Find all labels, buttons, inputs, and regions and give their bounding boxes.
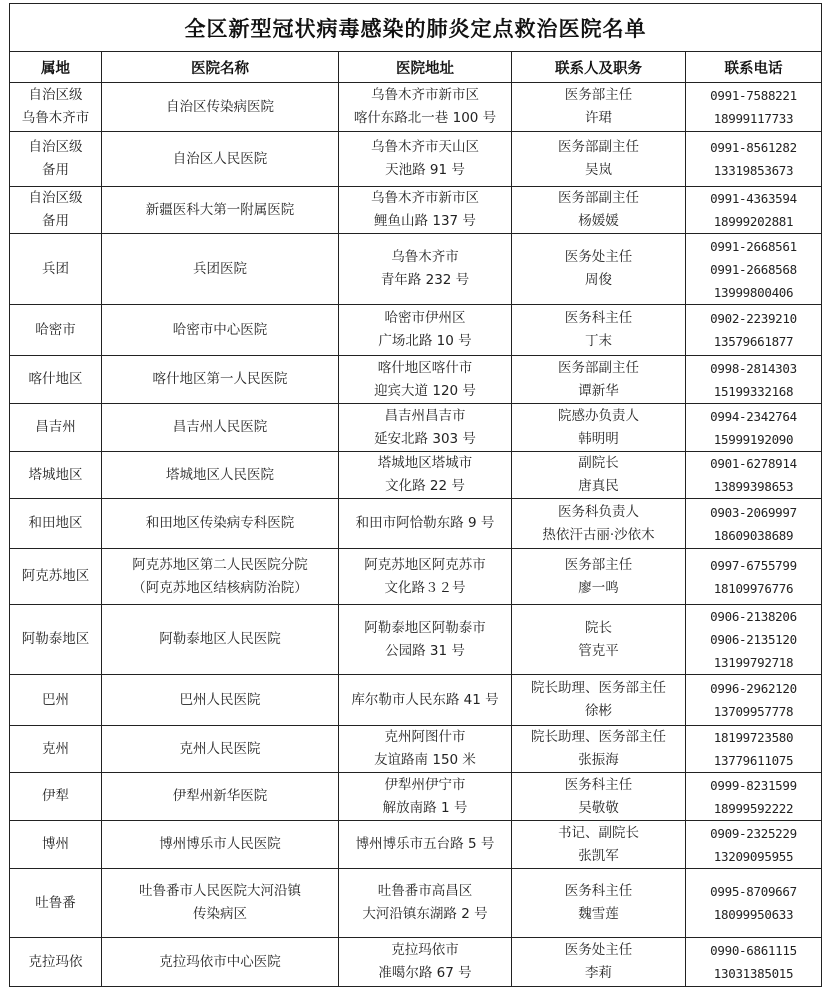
cell-contact-line: 医务部主任 xyxy=(564,556,633,573)
cell-region-line: 乌鲁木齐市 xyxy=(21,110,90,126)
cell-address-line: 鲤鱼山路 137 号 xyxy=(374,213,476,229)
cell-region-line: 博州 xyxy=(42,836,69,852)
cell-region-line: 阿勒泰地区 xyxy=(21,631,90,647)
cell-hospital-name xyxy=(102,132,339,187)
cell-phone xyxy=(686,773,822,821)
cell-phone xyxy=(686,452,822,499)
cell-region xyxy=(10,675,102,726)
cell-address xyxy=(339,675,512,726)
cell-hospital-name xyxy=(102,404,339,452)
cell-address-line: 喀什东路北一巷 100 号 xyxy=(353,110,497,126)
cell-phone-line: 0903-2069997 xyxy=(710,504,797,520)
cell-hospital-name xyxy=(102,356,339,404)
cell-contact-line: 医务科负责人 xyxy=(558,503,639,520)
cell-region-line: 伊犁 xyxy=(42,788,69,804)
cell-region xyxy=(10,549,102,605)
cell-contact-line: 许珺 xyxy=(585,110,612,126)
cell-contact-line: 丁末 xyxy=(585,333,612,349)
cell-region-line: 兵团 xyxy=(42,260,69,277)
cell-contact-line: 韩明明 xyxy=(578,430,619,447)
cell-region-line: 喀什地区 xyxy=(28,371,83,387)
cell-phone xyxy=(686,549,822,605)
cell-phone-line: 0902-2239210 xyxy=(710,311,797,326)
cell-address xyxy=(339,356,512,404)
cell-phone xyxy=(686,675,822,726)
cell-phone-line: 0997-6755799 xyxy=(710,557,797,573)
cell-contact-line: 院长助理、医务部主任 xyxy=(531,729,666,745)
table-row xyxy=(10,773,822,821)
cell-phone-line: 18999202881 xyxy=(713,214,794,229)
table-row xyxy=(10,452,822,499)
cell-contact xyxy=(512,726,686,773)
cell-phone-line: 13899398653 xyxy=(713,479,794,494)
cell-contact-line: 医务部副主任 xyxy=(558,190,639,206)
cell-phone xyxy=(686,83,822,132)
table-row xyxy=(10,938,822,987)
table-row xyxy=(10,83,822,132)
cell-hospital-name xyxy=(102,821,339,869)
cell-hospital-name xyxy=(102,452,339,499)
cell-phone-line: 18609038689 xyxy=(713,527,794,543)
cell-contact-line: 院感办负责人 xyxy=(558,407,639,424)
cell-contact xyxy=(512,869,686,938)
cell-phone xyxy=(686,605,822,675)
cell-region xyxy=(10,605,102,675)
cell-region-line: 自治区级 xyxy=(28,87,83,103)
table-row xyxy=(10,234,822,305)
cell-phone xyxy=(686,938,822,987)
cell-contact-line: 院长助理、医务部主任 xyxy=(531,680,666,696)
cell-region-line: 备用 xyxy=(42,213,69,229)
cell-hospital-name-line: 新疆医科大第一附属医院 xyxy=(145,201,295,218)
cell-contact xyxy=(512,132,686,187)
cell-contact xyxy=(512,773,686,821)
cell-region-line: 哈密市 xyxy=(35,321,76,338)
cell-contact xyxy=(512,499,686,549)
cell-region xyxy=(10,132,102,187)
cell-phone-line: 0991-2668561 xyxy=(710,238,797,254)
cell-region xyxy=(10,187,102,234)
cell-region xyxy=(10,234,102,305)
cell-address-line: 文化路３２号 xyxy=(384,579,466,596)
cell-hospital-name-line: 喀什地区第一人民医院 xyxy=(152,371,288,387)
cell-address-line: 和田市阿恰勒东路 9 号 xyxy=(355,515,495,531)
table-row xyxy=(10,821,822,869)
cell-hospital-name-line: 博州博乐市人民医院 xyxy=(159,836,281,852)
cell-hospital-name xyxy=(102,773,339,821)
cell-address xyxy=(339,499,512,549)
cell-contact xyxy=(512,938,686,987)
cell-address xyxy=(339,773,512,821)
cell-address-line: 哈密市伊州区 xyxy=(384,310,466,326)
cell-address-line: 阿勒泰地区阿勒泰市 xyxy=(364,619,486,636)
cell-contact-line: 管克平 xyxy=(578,642,619,659)
cell-address-line: 文化路 22 号 xyxy=(385,478,465,494)
column-header-region: 属地 xyxy=(10,52,102,83)
cell-contact xyxy=(512,452,686,499)
cell-phone-line: 13031385015 xyxy=(713,966,794,981)
cell-contact-line: 吴岚 xyxy=(585,162,612,178)
cell-region xyxy=(10,356,102,404)
cell-contact-line: 医务处主任 xyxy=(564,249,633,265)
cell-phone xyxy=(686,726,822,773)
cell-phone-line: 0990-6861115 xyxy=(710,943,797,958)
cell-hospital-name-line: 兵团医院 xyxy=(193,260,247,277)
table-row xyxy=(10,305,822,356)
cell-phone-line: 18109976776 xyxy=(713,580,794,596)
cell-contact-line: 廖一鸣 xyxy=(578,579,619,596)
cell-phone-line: 0991-2668568 xyxy=(710,261,797,277)
cell-phone-line: 0991-8561282 xyxy=(710,140,797,155)
cell-phone-line: 13199792718 xyxy=(713,655,794,670)
cell-region-line: 自治区级 xyxy=(28,190,83,206)
cell-contact-line: 医务科主任 xyxy=(564,310,633,326)
cell-phone-line: 18099950633 xyxy=(713,907,794,922)
cell-address-line: 乌鲁木齐市新市区 xyxy=(371,87,479,103)
cell-region-line: 克州 xyxy=(42,740,69,757)
cell-contact-line: 徐彬 xyxy=(585,703,612,719)
cell-region-line: 自治区级 xyxy=(28,139,83,155)
cell-address-line: 克拉玛依市 xyxy=(391,942,459,958)
cell-hospital-name-line: 阿克苏地区第二人民医院分院 xyxy=(132,556,308,573)
column-header-address: 医院地址 xyxy=(339,52,512,83)
cell-contact-line: 书记、副院长 xyxy=(558,824,639,841)
cell-hospital-name-line: 伊犁州新华医院 xyxy=(172,788,268,804)
cell-region xyxy=(10,726,102,773)
cell-phone-line: 0906-2138206 xyxy=(710,609,797,624)
cell-address-line: 库尔勒市人民东路 41 号 xyxy=(351,691,499,708)
cell-phone xyxy=(686,404,822,452)
cell-hospital-name xyxy=(102,938,339,987)
cell-region-line: 巴州 xyxy=(42,691,69,708)
cell-phone-line: 0991-4363594 xyxy=(710,191,797,206)
cell-hospital-name-line: （阿克苏地区结核病防治院） xyxy=(132,579,308,596)
cell-hospital-name-line: 吐鲁番市人民医院大河沿镇 xyxy=(139,883,301,899)
cell-contact-line: 热依汗古丽·沙依木 xyxy=(542,526,655,543)
hospital-table xyxy=(9,3,822,987)
cell-contact xyxy=(512,83,686,132)
cell-hospital-name xyxy=(102,605,339,675)
cell-contact-line: 张凯军 xyxy=(578,847,619,864)
cell-contact xyxy=(512,404,686,452)
cell-address xyxy=(339,821,512,869)
cell-address xyxy=(339,452,512,499)
cell-address xyxy=(339,305,512,356)
cell-phone-line: 13999800406 xyxy=(713,284,794,300)
cell-contact-line: 杨媛媛 xyxy=(578,213,619,229)
cell-contact-line: 医务部主任 xyxy=(564,87,633,103)
cell-contact xyxy=(512,356,686,404)
cell-address-line: 塔城地区塔城市 xyxy=(377,455,473,471)
cell-region xyxy=(10,404,102,452)
cell-hospital-name-line: 克拉玛依市中心医院 xyxy=(159,953,281,970)
cell-address xyxy=(339,605,512,675)
cell-address-line: 友谊路南 150 米 xyxy=(374,752,476,768)
cell-contact-line: 张振海 xyxy=(578,752,619,768)
table-row xyxy=(10,404,822,452)
cell-address-line: 迎宾大道 120 号 xyxy=(374,382,476,399)
table-row xyxy=(10,869,822,938)
cell-contact xyxy=(512,821,686,869)
cell-hospital-name-line: 克州人民医院 xyxy=(179,740,261,757)
cell-address xyxy=(339,132,512,187)
table-body xyxy=(10,83,822,987)
cell-region-line: 和田地区 xyxy=(28,515,83,531)
cell-region-line: 塔城地区 xyxy=(28,466,83,483)
cell-hospital-name xyxy=(102,187,339,234)
cell-hospital-name-line: 巴州人民医院 xyxy=(179,691,261,708)
cell-hospital-name-line: 阿勒泰地区人民医院 xyxy=(159,631,281,647)
cell-address-line: 乌鲁木齐市 xyxy=(391,249,459,265)
cell-phone-line: 0906-2135120 xyxy=(710,632,797,647)
table-row xyxy=(10,132,822,187)
cell-address xyxy=(339,869,512,938)
cell-contact-line: 医务科主任 xyxy=(564,883,633,899)
cell-phone xyxy=(686,305,822,356)
cell-region xyxy=(10,305,102,356)
cell-address-line: 吐鲁番市高昌区 xyxy=(377,883,473,899)
cell-address xyxy=(339,404,512,452)
cell-region-line: 备用 xyxy=(42,162,69,178)
cell-address xyxy=(339,549,512,605)
cell-address-line: 克州阿图什市 xyxy=(384,729,466,745)
cell-region xyxy=(10,773,102,821)
cell-contact-line: 李莉 xyxy=(585,965,612,981)
cell-contact-line: 唐真民 xyxy=(578,478,619,494)
cell-contact xyxy=(512,234,686,305)
cell-address-line: 昌吉州昌吉市 xyxy=(384,407,466,424)
cell-phone xyxy=(686,132,822,187)
cell-hospital-name xyxy=(102,234,339,305)
cell-phone-line: 0999-8231599 xyxy=(710,777,797,793)
cell-contact-line: 医务处主任 xyxy=(564,942,633,958)
cell-phone xyxy=(686,869,822,938)
cell-phone-line: 0991-7588221 xyxy=(710,88,797,103)
cell-hospital-name-line: 自治区人民医院 xyxy=(172,150,268,167)
column-header-hospital-name: 医院名称 xyxy=(102,52,339,83)
cell-region xyxy=(10,83,102,132)
cell-phone-line: 13209095955 xyxy=(713,848,794,864)
cell-phone xyxy=(686,499,822,549)
cell-address-line: 青年路 232 号 xyxy=(380,272,470,288)
cell-contact xyxy=(512,305,686,356)
cell-address-line: 喀什地区喀什市 xyxy=(377,359,473,376)
cell-phone-line: 15999192090 xyxy=(713,431,794,447)
cell-hospital-name-line: 和田地区传染病专科医院 xyxy=(145,515,295,531)
cell-phone-line: 0994-2342764 xyxy=(710,408,797,424)
cell-hospital-name xyxy=(102,726,339,773)
table-title: 全区新型冠状病毒感染的肺炎定点救治医院名单 xyxy=(10,4,822,52)
table-row xyxy=(10,499,822,549)
cell-phone-line: 18199723580 xyxy=(713,730,794,745)
cell-region xyxy=(10,821,102,869)
cell-region-line: 昌吉州 xyxy=(35,419,76,435)
cell-hospital-name xyxy=(102,549,339,605)
cell-phone-line: 13319853673 xyxy=(713,163,794,178)
cell-contact-line: 医务部副主任 xyxy=(558,139,639,155)
cell-phone xyxy=(686,356,822,404)
cell-phone-line: 0996-2962120 xyxy=(710,681,797,696)
cell-region xyxy=(10,452,102,499)
cell-address xyxy=(339,187,512,234)
cell-address-line: 天池路 91 号 xyxy=(385,162,465,178)
cell-contact-line: 副院长 xyxy=(578,455,619,471)
cell-hospital-name xyxy=(102,675,339,726)
cell-phone-line: 13779611075 xyxy=(713,753,794,768)
cell-address xyxy=(339,83,512,132)
cell-phone-line: 0998-2814303 xyxy=(710,360,797,376)
cell-hospital-name-line: 塔城地区人民医院 xyxy=(166,466,274,483)
cell-address-line: 伊犁州伊宁市 xyxy=(384,776,466,793)
cell-region xyxy=(10,869,102,938)
cell-address-line: 公园路 31 号 xyxy=(385,642,465,659)
cell-hospital-name xyxy=(102,83,339,132)
cell-contact-line: 院长 xyxy=(585,619,612,636)
cell-address-line: 准噶尔路 67 号 xyxy=(378,965,472,981)
table-row xyxy=(10,356,822,404)
cell-phone-line: 0909-2325229 xyxy=(710,825,797,841)
cell-contact-line: 周俊 xyxy=(585,272,612,288)
cell-contact-line: 医务部副主任 xyxy=(558,359,639,376)
cell-phone-line: 13579661877 xyxy=(713,334,794,349)
cell-region xyxy=(10,938,102,987)
cell-address-line: 大河沿镇东湖路 2 号 xyxy=(362,906,488,922)
header-row xyxy=(10,52,822,83)
title-row xyxy=(10,4,822,52)
cell-address xyxy=(339,938,512,987)
cell-address-line: 乌鲁木齐市天山区 xyxy=(371,139,479,155)
cell-address xyxy=(339,234,512,305)
cell-address-line: 博州博乐市五台路 5 号 xyxy=(355,836,495,852)
cell-contact-line: 谭新华 xyxy=(578,382,619,399)
cell-contact xyxy=(512,675,686,726)
cell-region-line: 阿克苏地区 xyxy=(21,568,90,584)
cell-hospital-name-line: 昌吉州人民医院 xyxy=(172,419,268,435)
cell-hospital-name xyxy=(102,869,339,938)
cell-phone xyxy=(686,234,822,305)
cell-phone-line: 18999117733 xyxy=(713,111,794,126)
cell-phone-line: 15199332168 xyxy=(713,383,794,399)
hospital-list-sheet xyxy=(9,3,821,987)
cell-phone xyxy=(686,821,822,869)
cell-address-line: 延安北路 303 号 xyxy=(374,430,476,447)
table-row xyxy=(10,726,822,773)
cell-address-line: 解放南路 1 号 xyxy=(382,799,468,816)
table-row xyxy=(10,187,822,234)
cell-contact xyxy=(512,605,686,675)
cell-phone-line: 18999592222 xyxy=(713,800,794,816)
cell-phone-line: 0901-6278914 xyxy=(710,456,797,471)
cell-hospital-name-line: 哈密市中心医院 xyxy=(172,321,268,338)
cell-address-line: 广场北路 10 号 xyxy=(378,333,472,349)
cell-phone-line: 0995-8709667 xyxy=(710,884,797,899)
cell-region-line: 克拉玛依 xyxy=(28,953,83,970)
cell-address-line: 阿克苏地区阿克苏市 xyxy=(364,556,486,573)
cell-contact xyxy=(512,187,686,234)
cell-phone xyxy=(686,187,822,234)
cell-region xyxy=(10,499,102,549)
cell-address xyxy=(339,726,512,773)
cell-contact xyxy=(512,549,686,605)
cell-phone-line: 13709957778 xyxy=(713,704,794,719)
cell-contact-line: 魏雪莲 xyxy=(578,906,619,922)
cell-hospital-name-line: 自治区传染病医院 xyxy=(166,98,274,115)
cell-hospital-name xyxy=(102,499,339,549)
cell-hospital-name-line: 传染病区 xyxy=(193,906,247,922)
cell-address-line: 乌鲁木齐市新市区 xyxy=(371,190,479,206)
cell-hospital-name xyxy=(102,305,339,356)
table-row xyxy=(10,549,822,605)
cell-contact-line: 吴敬敬 xyxy=(578,799,619,816)
column-header-contact: 联系人及职务 xyxy=(512,52,686,83)
cell-region-line: 吐鲁番 xyxy=(35,894,76,911)
column-header-phone: 联系电话 xyxy=(686,52,822,83)
cell-contact-line: 医务科主任 xyxy=(564,776,633,793)
table-row xyxy=(10,675,822,726)
table-row xyxy=(10,605,822,675)
